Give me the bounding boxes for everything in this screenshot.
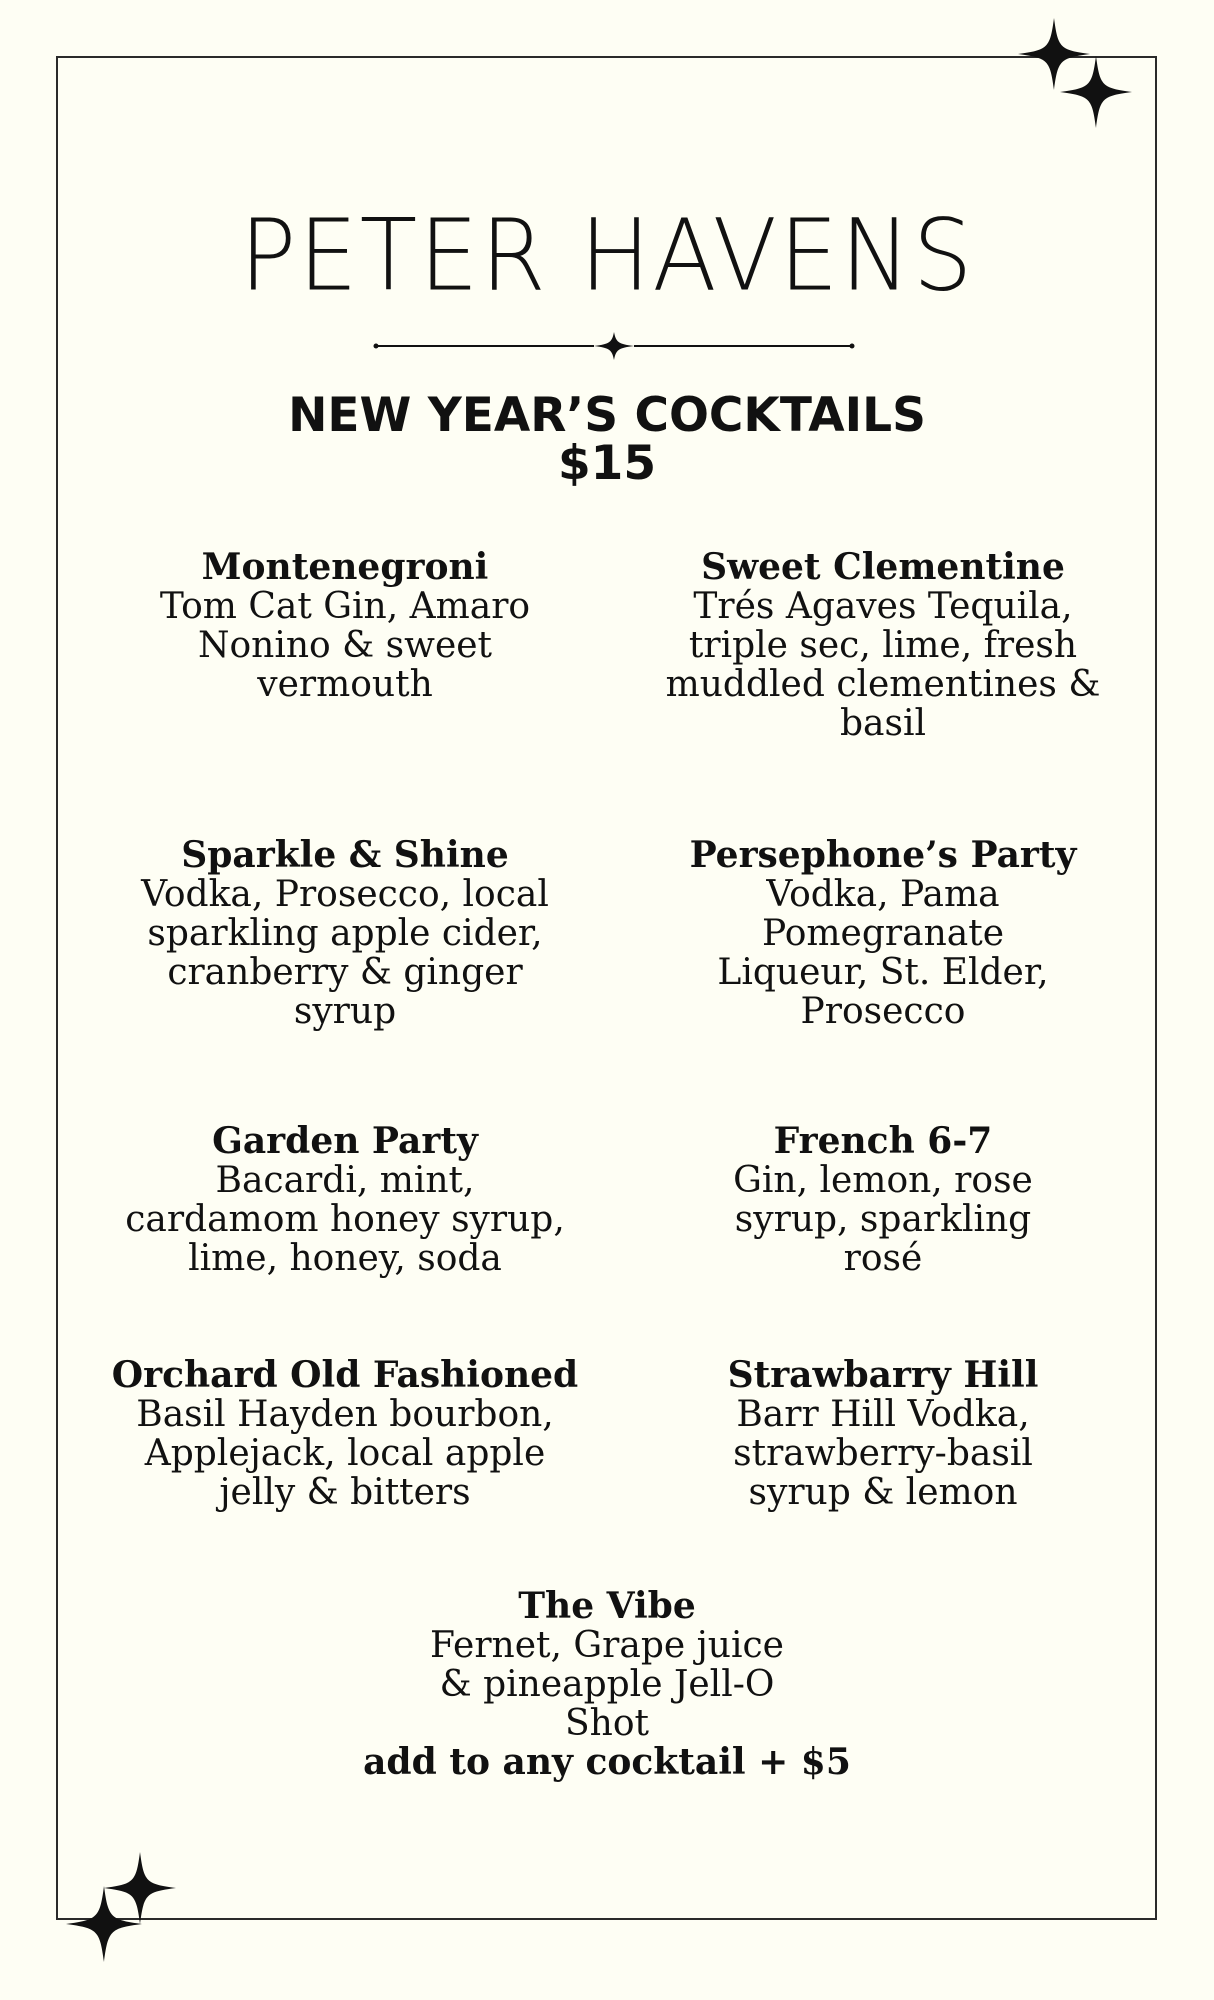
cocktail-item-strawbarry-hill: [648, 1356, 1118, 1512]
cocktail-description: Bacardi, mint, cardamom honey syrup, lime, honey, soda: [125, 1160, 565, 1279]
ornamental-divider-icon: [372, 330, 856, 362]
cocktail-description: Gin, lemon, rose syrup, sparkling rosé: [733, 1160, 1033, 1279]
brand-title: PETER HAVENS: [239, 199, 975, 314]
feature-name: The Vibe: [518, 1585, 696, 1627]
cocktail-item-sweet-clementine: [648, 548, 1118, 743]
cocktail-description: Trés Agaves Tequila, triple sec, lime, fresh muddled clementines & basil: [665, 586, 1101, 744]
cocktail-item-french-6-7: [648, 1122, 1118, 1278]
cocktail-description: Barr Hill Vodka, strawberry-basil syrup & lemon: [733, 1394, 1033, 1513]
cocktail-name: Strawbarry Hill: [727, 1354, 1039, 1396]
cocktail-name: Sparkle & Shine: [181, 834, 509, 876]
four-point-star-icon: [1060, 56, 1132, 128]
feature-description: Fernet, Grape juice & pineapple Jell-O Shot: [430, 1625, 784, 1744]
cocktail-item-persephones-party: [648, 836, 1118, 1031]
cocktail-description: Tom Cat Gin, Amaro Nonino & sweet vermouth: [159, 586, 531, 705]
cocktail-description: Vodka, Prosecco, local sparkling apple cider, cranberry & ginger syrup: [141, 874, 549, 1032]
cocktail-description: Basil Hayden bourbon, Applejack, local apple jelly & bitters: [136, 1394, 554, 1513]
cocktail-description: Vodka, Pama Pomegranate Liqueur, St. Elder, Prosecco: [717, 874, 1049, 1032]
menu-price: $15: [557, 436, 657, 491]
cocktail-name: Orchard Old Fashioned: [111, 1354, 579, 1396]
feature-item-the-vibe: [363, 1585, 851, 1783]
cocktail-item-orchard-old-fashioned: [110, 1356, 580, 1512]
cocktail-name: French 6-7: [773, 1120, 993, 1162]
cocktail-name: Garden Party: [212, 1120, 478, 1162]
cocktail-name: Persephone’s Party: [689, 834, 1077, 876]
cocktail-item-montenegroni: [110, 548, 580, 704]
cocktail-name: Montenegroni: [201, 546, 489, 588]
menu-title: NEW YEAR’S COCKTAILS: [288, 388, 926, 443]
four-point-star-icon: [66, 1886, 142, 1962]
cocktail-item-sparkle-and-shine: [110, 836, 580, 1031]
cocktail-item-garden-party: [110, 1122, 580, 1278]
menu-heading: [0, 388, 1214, 491]
feature-addon: add to any cocktail + $5: [363, 1741, 851, 1783]
cocktail-name: Sweet Clementine: [701, 546, 1065, 588]
